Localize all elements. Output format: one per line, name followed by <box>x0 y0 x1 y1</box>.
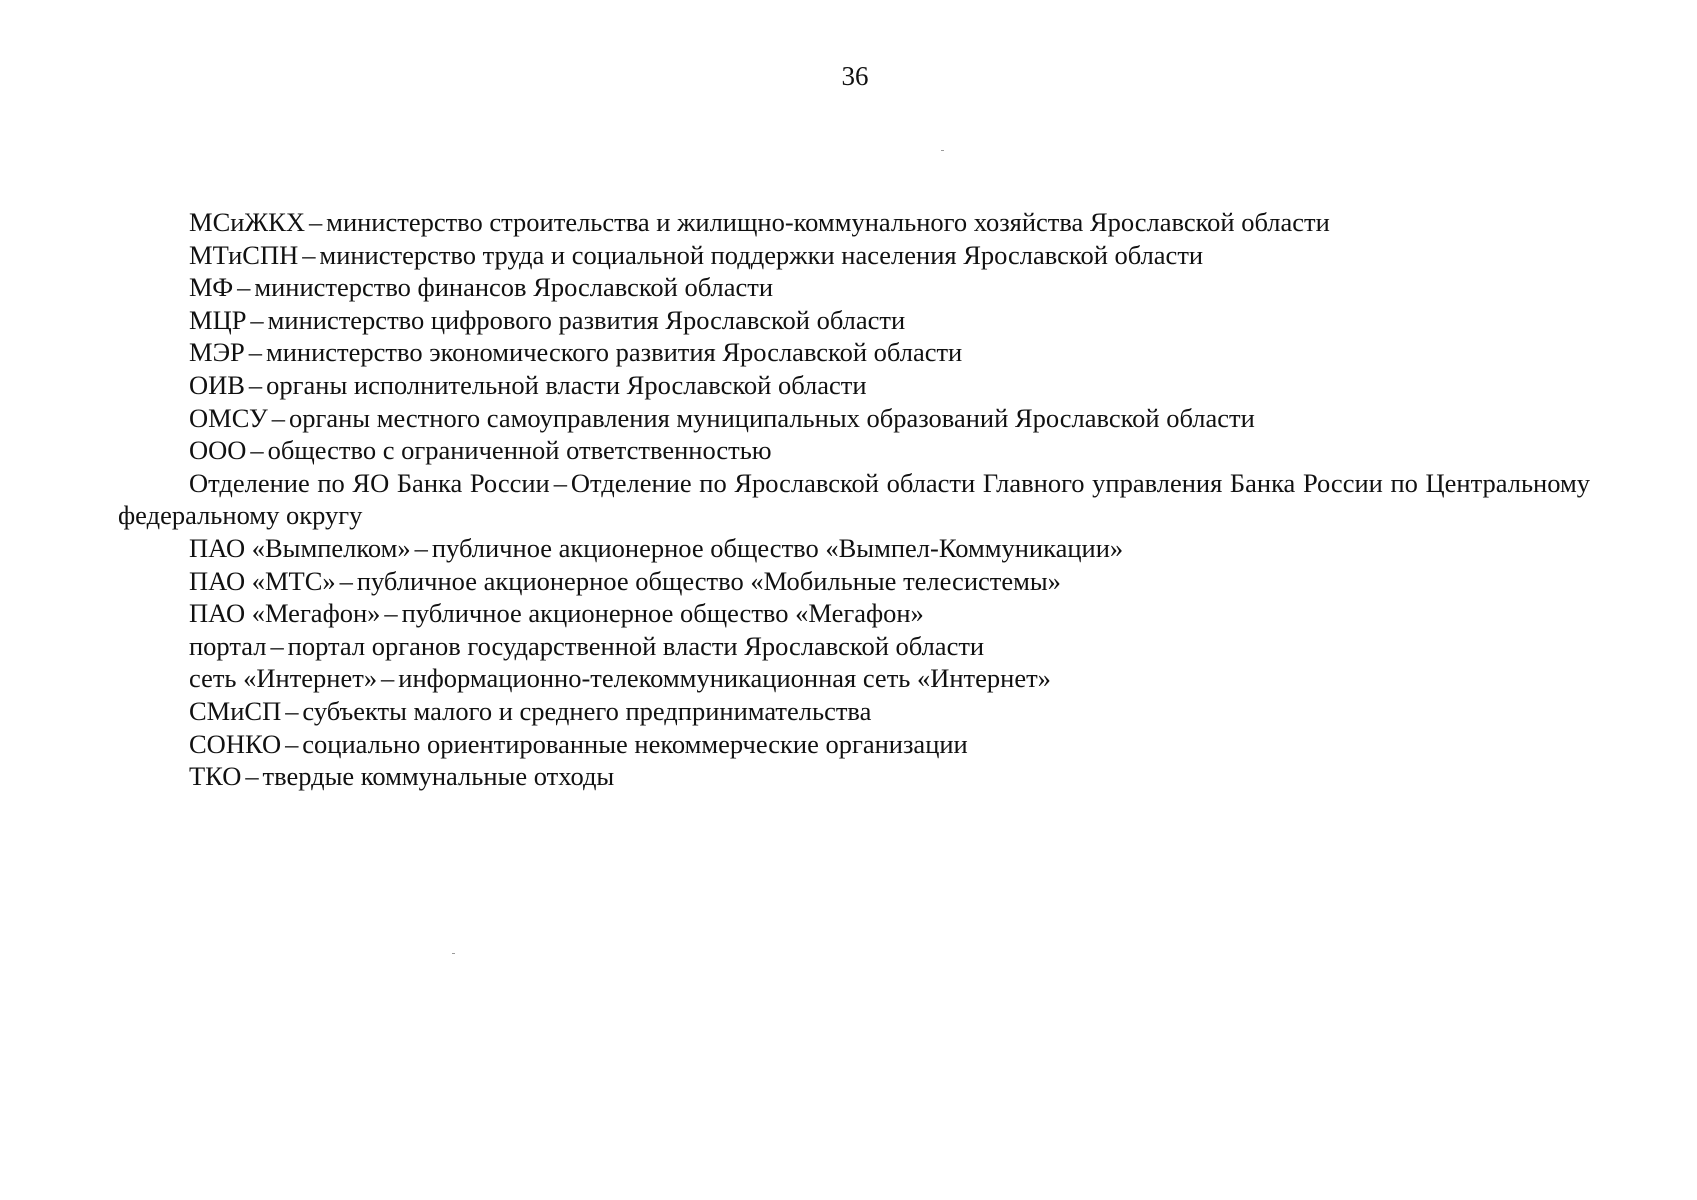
abbreviation-entry <box>118 239 1590 272</box>
abbreviation-definition: органы местного самоуправления муниципальных образований Ярославской области <box>288 402 1255 433</box>
separator-dash: – <box>339 565 353 596</box>
abbreviation-term: МЦР <box>189 304 247 335</box>
abbreviation-term: ТКО <box>189 761 242 792</box>
abbreviations-list <box>118 206 1590 793</box>
scan-speck <box>452 953 455 954</box>
abbreviation-term: ПАО «Вымпелком» <box>189 532 411 563</box>
abbreviation-entry <box>118 304 1590 337</box>
abbreviation-definition: органы исполнительной власти Ярославской области <box>266 369 867 400</box>
separator-dash: – <box>237 272 251 303</box>
abbreviation-entry <box>118 728 1590 761</box>
abbreviation-definition: министерство экономического развития Ярославской области <box>265 337 963 368</box>
abbreviation-definition: субъекты малого и среднего предпринимательства <box>302 695 872 726</box>
abbreviation-term: Отделение по ЯО Банка России <box>189 467 550 498</box>
abbreviation-term: портал <box>189 630 267 661</box>
abbreviation-entry <box>118 630 1590 663</box>
abbreviation-term: МТиСПН <box>189 239 299 270</box>
abbreviation-definition: портал органов государственной власти Ярославской области <box>287 630 985 661</box>
page-number: 36 <box>841 61 869 91</box>
abbreviation-entry <box>118 597 1590 630</box>
separator-dash: – <box>414 532 428 563</box>
separator-dash: – <box>271 402 286 433</box>
abbreviation-definition: твердые коммунальные отходы <box>262 761 615 792</box>
abbreviation-definition: министерство строительства и жилищно-коммунального хозяйства Ярославской области <box>326 207 1330 237</box>
separator-dash: – <box>285 728 299 759</box>
abbreviation-definition: публичное акционерное общество «Мобильные телесистемы» <box>356 565 1061 596</box>
abbreviation-definition: министерство труда и социальной поддержки населения Ярославской области <box>319 239 1204 270</box>
separator-dash: – <box>302 239 316 270</box>
abbreviation-entry <box>118 532 1590 565</box>
abbreviation-term: МЭР <box>189 337 245 368</box>
abbreviation-term: СОНКО <box>189 728 282 759</box>
abbreviation-term: ООО <box>189 435 247 466</box>
abbreviation-term: сеть «Интернет» <box>189 663 378 694</box>
scan-speck <box>941 150 944 151</box>
abbreviation-term: МСиЖКХ <box>189 207 305 237</box>
abbreviation-definition: Отделение по Ярославской области Главного управления Банка России по Центральному федеральному округу <box>118 467 1590 531</box>
separator-dash: – <box>381 663 395 694</box>
abbreviation-entry <box>118 402 1590 435</box>
separator-dash: – <box>250 304 264 335</box>
separator-dash: – <box>270 630 284 661</box>
abbreviation-definition: общество с ограниченной ответственностью <box>267 435 772 466</box>
abbreviation-entry <box>118 695 1590 728</box>
abbreviation-definition: публичное акционерное общество «Мегафон» <box>401 598 924 629</box>
separator-dash: – <box>245 761 259 792</box>
separator-dash: – <box>250 435 264 466</box>
abbreviation-term: МФ <box>189 272 234 303</box>
separator-dash: – <box>553 467 567 498</box>
separator-dash: – <box>248 369 263 400</box>
separator-dash: – <box>384 598 398 629</box>
abbreviation-definition: публичное акционерное общество «Вымпел-Коммуникации» <box>431 532 1124 563</box>
abbreviation-entry <box>118 369 1590 402</box>
separator-dash: – <box>285 695 299 726</box>
abbreviation-term: ОМСУ <box>189 402 268 433</box>
abbreviation-definition: информационно-телекоммуникационная сеть «Интернет» <box>398 663 1051 694</box>
abbreviation-entry <box>118 760 1590 793</box>
abbreviation-entry <box>118 467 1590 532</box>
separator-dash: – <box>308 207 323 237</box>
abbreviation-term: ПАО «Мегафон» <box>189 598 381 629</box>
separator-dash: – <box>248 337 263 368</box>
abbreviation-definition: министерство цифрового развития Ярославской области <box>267 304 906 335</box>
abbreviation-entry <box>118 434 1590 467</box>
abbreviation-term: ПАО «МТС» <box>189 565 336 596</box>
abbreviation-entry <box>118 206 1590 239</box>
abbreviation-entry <box>118 565 1590 598</box>
abbreviation-entry <box>118 336 1590 369</box>
abbreviation-term: СМиСП <box>189 695 282 726</box>
abbreviation-definition: министерство финансов Ярославской области <box>254 272 774 303</box>
abbreviation-definition: социально ориентированные некоммерческие организации <box>302 728 968 759</box>
abbreviation-entry <box>118 662 1590 695</box>
abbreviation-term: ОИВ <box>189 369 245 400</box>
abbreviation-entry <box>118 271 1590 304</box>
